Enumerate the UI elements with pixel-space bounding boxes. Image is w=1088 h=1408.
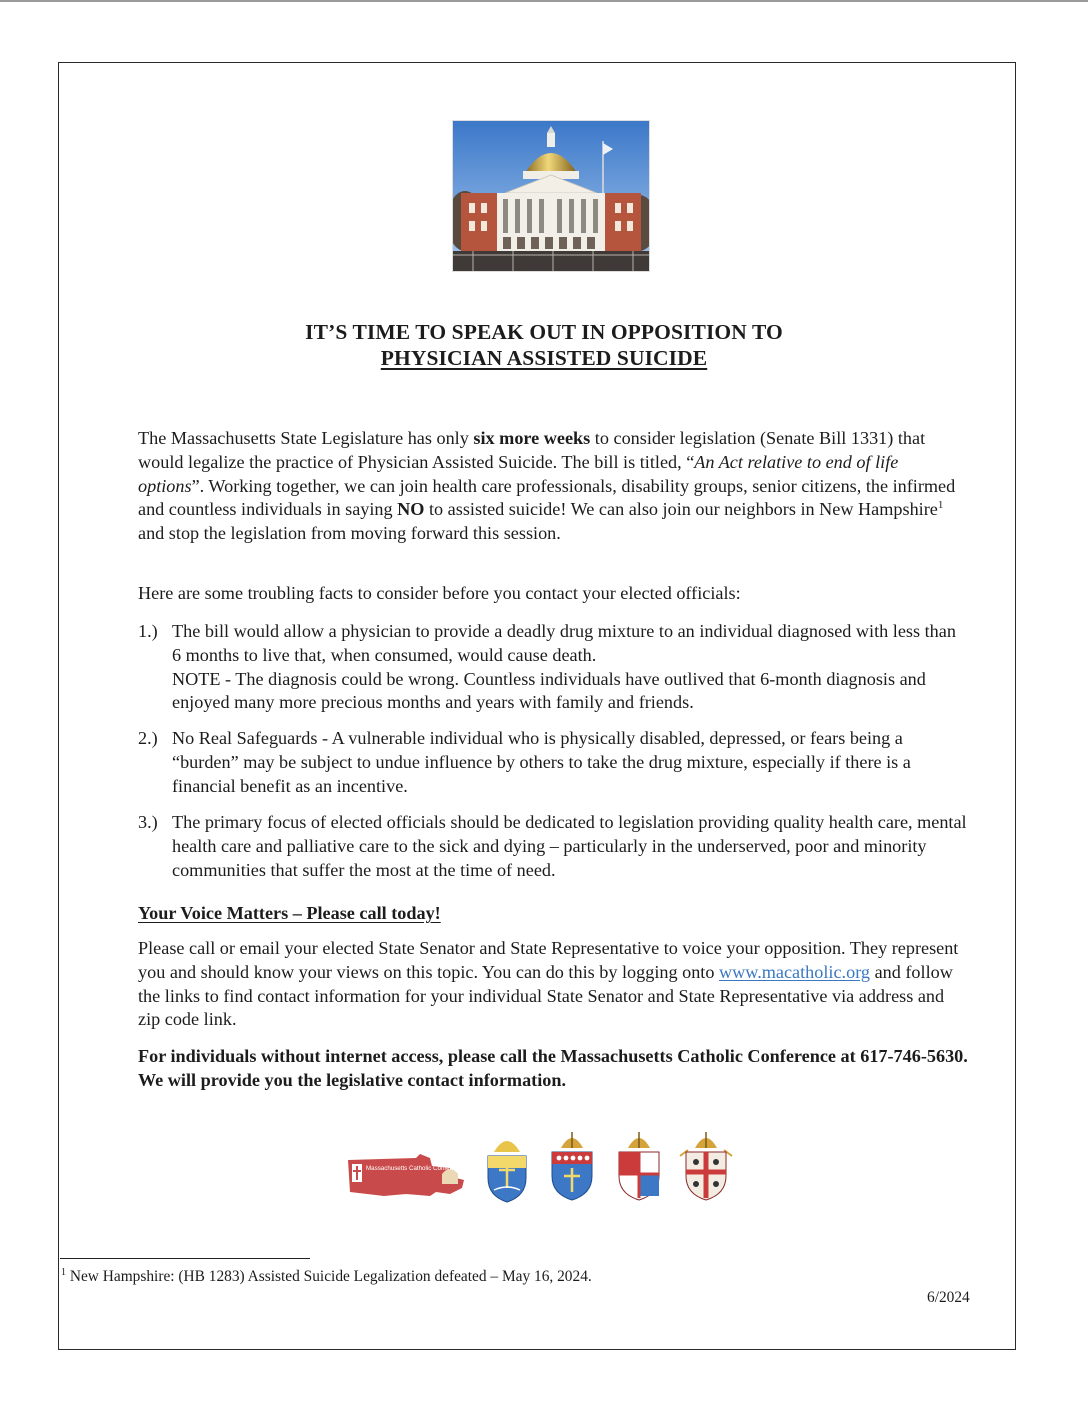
sponsor-logos (346, 1130, 746, 1205)
voice-paragraph (138, 937, 968, 1032)
list-item-number: 3.) (138, 812, 158, 832)
list-item-text: No Real Safeguards - A vulnerable individual who is physically disabled, depressed, or fears being a “burden” may be subject to undue influence by others to take the drug mixture, especially if there is a financial benefit as an incentive. (172, 728, 911, 796)
intro-emphasis-no: NO (397, 499, 425, 520)
diocese-crest-3-icon (614, 1130, 664, 1210)
diocese-crest-4-icon (678, 1130, 734, 1210)
list-item-number: 2.) (138, 728, 158, 748)
list-item (138, 811, 968, 882)
intro-paragraph (138, 427, 968, 546)
footnote-divider (60, 1258, 310, 1259)
intro-text: ”. Working together, we can join health care professionals, disability groups, senior citizens, the infirmed and countless individuals in saying (138, 475, 956, 520)
list-item-number: 1.) (138, 621, 158, 641)
page-title-underlined: PHYSICIAN ASSISTED SUICIDE (380, 346, 708, 370)
diocese-crest-1-icon (482, 1130, 532, 1210)
intro-text: to assisted suicide! We can also join our neighbors in New Hampshire (424, 499, 938, 520)
intro-emphasis-weeks: six more weeks (473, 428, 591, 448)
intro-text: The Massachusetts State Legislature has only (138, 428, 474, 448)
list-item (138, 727, 968, 798)
page-title-line-1: IT’S TIME TO SPEAK OUT IN OPPOSITION TO (305, 320, 783, 344)
list-item-text: The primary focus of elected officials should be dedicated to legislation providing quality health care, mental health care and palliative care to the sick and dying – particularly in the underserved, poor and minority communities that suffer the most at the time of need. (172, 812, 967, 880)
list-item-note: NOTE - The diagnosis could be wrong. Countless individuals have outlived that 6-month diagnosis and enjoyed many more precious months and years with family and friends. (172, 668, 926, 713)
voice-text: and follow the links to find contact information for your individual State Senator and State Representative via address and zip code link. (138, 961, 953, 1030)
page-title-line-2 (0, 346, 1088, 371)
bill-title: An Act relative to end of life options (138, 451, 899, 496)
list-item (138, 620, 968, 715)
website-link[interactable]: www.macatholic.org (719, 961, 871, 982)
section-heading: Your Voice Matters – Please call today! (138, 903, 441, 923)
footnote (61, 1268, 592, 1286)
diocese-crest-2-icon (547, 1130, 597, 1210)
state-house-photo (452, 120, 650, 272)
intro-text: to consider legislation (Senate Bill 1331) that would legalize the practice of Physician Assisted Suicide. The bill is titled, “ (138, 428, 926, 472)
massachusetts-catholic-conference-logo (346, 1152, 468, 1205)
intro-text: and stop the legislation from moving forward this session. (138, 523, 561, 544)
facts-lead: Here are some troubling facts to consider before you contact your elected officials: (138, 583, 741, 603)
footnote-text: New Hampshire: (HB 1283) Assisted Suicide Legalization defeated – May 16, 2024. (66, 1268, 592, 1285)
scan-edge (0, 0, 1088, 2)
offline-contact-note: For individuals without internet access, please call the Massachusetts Catholic Conference at 617-746-5630. We will provide you the legislative contact information. (138, 1046, 968, 1090)
voice-text: Please call or email your elected State Senator and State Representative to voice your opposition. They represent you and should know your views on this topic. You can do this by logging onto (138, 938, 959, 982)
document-date: 6/2024 (927, 1289, 970, 1306)
footnote-reference: 1 (937, 499, 944, 512)
footnote-marker: 1 (61, 1266, 66, 1278)
list-item-text: The bill would allow a physician to provide a deadly drug mixture to an individual diagnosed with less than 6 months to live that, when consumed, would cause death. (172, 621, 956, 665)
conference-logo-text: Massachusetts Catholic Conference (366, 1165, 466, 1172)
